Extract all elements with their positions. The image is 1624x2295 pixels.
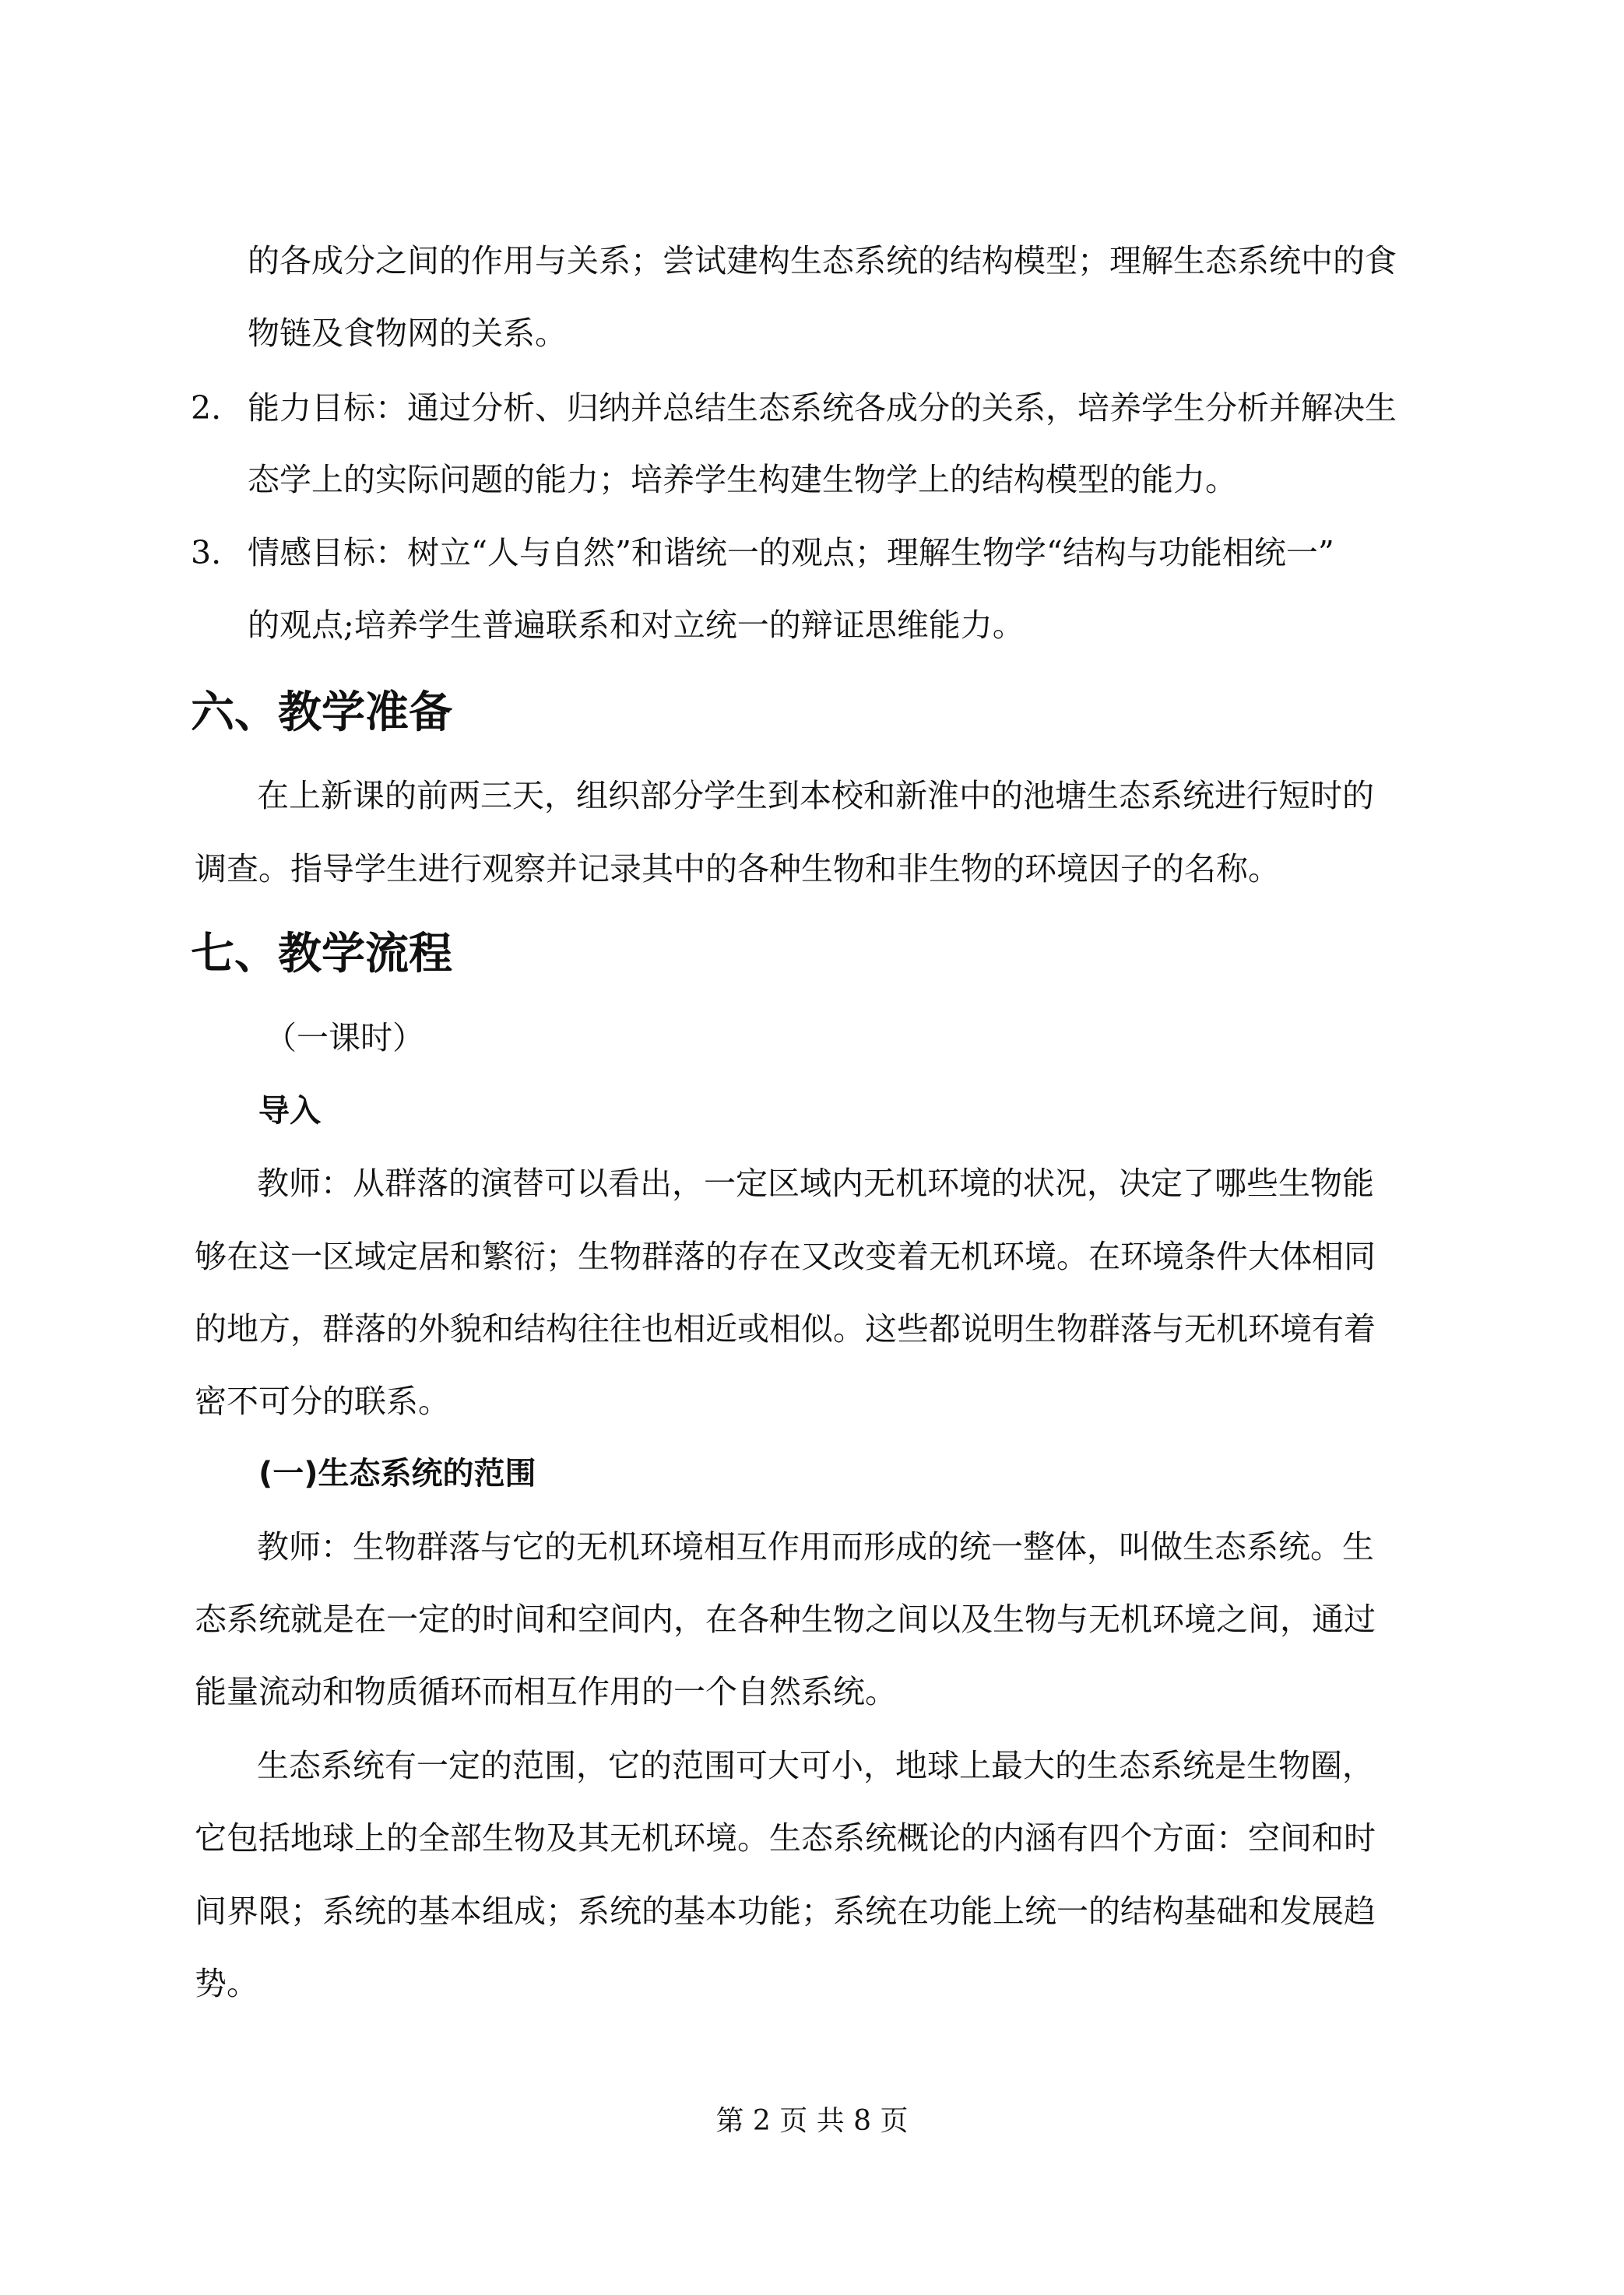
paragraph-line: 在上新课的前两三天，组织部分学生到本校和新淮中的池塘生态系统进行短时的: [257, 777, 1374, 814]
paragraph-line: 的地方，群落的外貌和结构往往也相近或相似。这些都说明生物群落与无机环境有着: [195, 1310, 1376, 1348]
paragraph-line: 间界限；系统的基本组成；系统的基本功能；系统在功能上统一的结构基础和发展趋: [195, 1893, 1376, 1930]
paragraph-line: 生态系统有一定的范围，它的范围可大可小，地球上最大的生态系统是生物圈，: [257, 1747, 1374, 1784]
emotion-objective-line: 情感目标：树立“人与自然”和谐统一的观点；理解生物学“结构与功能相统一”: [248, 534, 1334, 571]
list-number: 2.: [191, 389, 222, 427]
paragraph-line: 态系统就是在一定的时间和空间内，在各种生物之间以及生物与无机环境之间，通过: [195, 1601, 1376, 1638]
paragraph-line: 教师：生物群落与它的无机环境相互作用而形成的统一整体，叫做生态系统。生: [257, 1528, 1374, 1566]
list-number: 3.: [191, 534, 222, 571]
paragraph-line: 势。: [195, 1965, 258, 2002]
section-heading: 六、教学准备: [191, 687, 452, 738]
page-number-footer: 第 2 页 共 8 页: [715, 2105, 909, 2137]
ability-objective-line: 态学上的实际问题的能力；培养学生构建生物学上的结构模型的能力。: [248, 461, 1237, 498]
intro-heading: 导入: [258, 1093, 321, 1129]
knowledge-objective-line: 的各成分之间的作用与关系；尝试建构生态系统的结构模型；理解生态系统中的食: [248, 242, 1397, 279]
paragraph-line: 教师：从群落的演替可以看出，一定区域内无机环境的状况，决定了哪些生物能: [257, 1165, 1374, 1202]
paragraph-line: 密不可分的联系。: [195, 1383, 450, 1420]
paragraph-line: 调查。指导学生进行观察并记录其中的各种生物和非生物的环境因子的名称。: [195, 850, 1280, 887]
subsection-heading: (一)生态系统的范围: [258, 1456, 536, 1492]
paragraph-line: 够在这一区域定居和繁衍；生物群落的存在又改变着无机环境。在环境条件大体相同: [195, 1238, 1376, 1275]
ability-objective-line: 能力目标：通过分析、归纳并总结生态系统各成分的关系，培养学生分析并解决生: [248, 389, 1397, 427]
period-note: （一课时）: [265, 1019, 424, 1056]
paragraph-line: 能量流动和物质循环而相互作用的一个自然系统。: [195, 1673, 897, 1710]
paragraph-line: 它包括地球上的全部生物及其无机环境。生态系统概论的内涵有四个方面：空间和时: [195, 1819, 1376, 1857]
emotion-objective-line: 的观点;培养学生普遍联系和对立统一的辩证思维能力。: [248, 606, 1025, 644]
section-heading: 七、教学流程: [191, 929, 452, 979]
knowledge-objective-line: 物链及食物网的关系。: [248, 315, 567, 352]
